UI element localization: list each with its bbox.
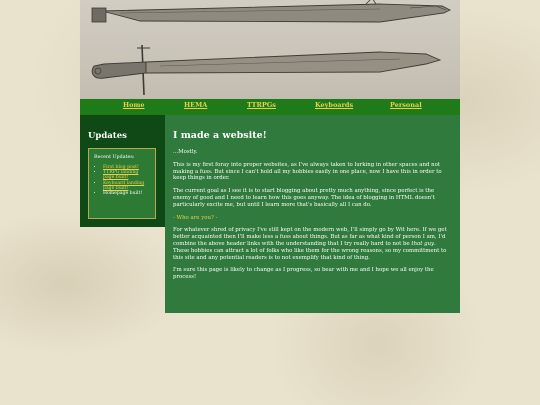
swords-illustration <box>80 0 460 99</box>
sidebar-title: Updates <box>88 131 127 141</box>
list-item <box>103 181 150 191</box>
update-text-homepage: Homepage built! <box>103 191 143 197</box>
main-content <box>165 115 460 313</box>
who-text-start: For whatever shred of privacy I've still kept on the modern web, I'll simply go by Wit here. If we get better acquainted then I'll make less a fuss about things. But as far as what kind of person I am, I'd combine the above header links with the understanding that I try really hard to not be <box>173 227 447 247</box>
who-text-emphasis: that guy <box>411 240 435 247</box>
nav-link-home[interactable]: Home <box>123 101 145 109</box>
nav-link-ttrpgs[interactable]: TTRPGs <box>247 101 276 109</box>
list-item <box>103 191 150 196</box>
header-banner <box>80 0 460 99</box>
nav-link-personal[interactable]: Personal <box>390 101 422 109</box>
who-text-end: . These hobbies can attract a lot of folks who like them for the wrong reasons, so my committment to this site and any potential readers is to not exemplify that kind of thing. <box>173 240 447 261</box>
post-paragraph-mostly: ...Mostly. <box>173 149 198 155</box>
update-link-ttrpg-page[interactable]: TTRPG landing page built! <box>103 170 139 181</box>
nav-link-keyboards[interactable]: Keyboards <box>315 101 354 109</box>
recent-updates-title: Recent Updates: <box>94 155 135 160</box>
sword-top-drawing <box>92 0 450 22</box>
post-paragraph-closing: I'm sure this page is likely to change as I progress, so bear with me and I hope we all enjoy the process! <box>173 267 434 281</box>
updates-list <box>94 165 150 196</box>
update-link-keyboard-page[interactable]: Keyboard landing page built! <box>103 180 145 191</box>
post-paragraph-goal: The current goal as I see it is to start blogging about pretty much anything, since perfect is the enemy of good and I need to learn how this goes anyway. The idea of blogging in HTML doesn't particularly excite me, but until I learn more that's basically all I can do. <box>173 188 435 208</box>
section-heading-who-are-you: - Who are you? - <box>173 214 218 221</box>
recent-updates-box <box>88 148 156 219</box>
post-paragraph-who <box>173 227 452 261</box>
update-link-first-blog-post[interactable]: First blog post! <box>103 165 139 170</box>
post-title: I made a website! <box>173 130 267 141</box>
sidebar <box>80 115 165 227</box>
list-item <box>103 170 150 180</box>
nav-link-hema[interactable]: HEMA <box>184 101 208 109</box>
main-nav <box>80 99 460 115</box>
sword-bottom-drawing <box>92 45 440 95</box>
post-paragraph-intro: This is my first foray into proper websites, as I've always taken to lurking in other spaces and not making a fuss. But since I can't hold all my hobbies easily in one place, now I have this in order to keep things in order. <box>173 161 442 182</box>
